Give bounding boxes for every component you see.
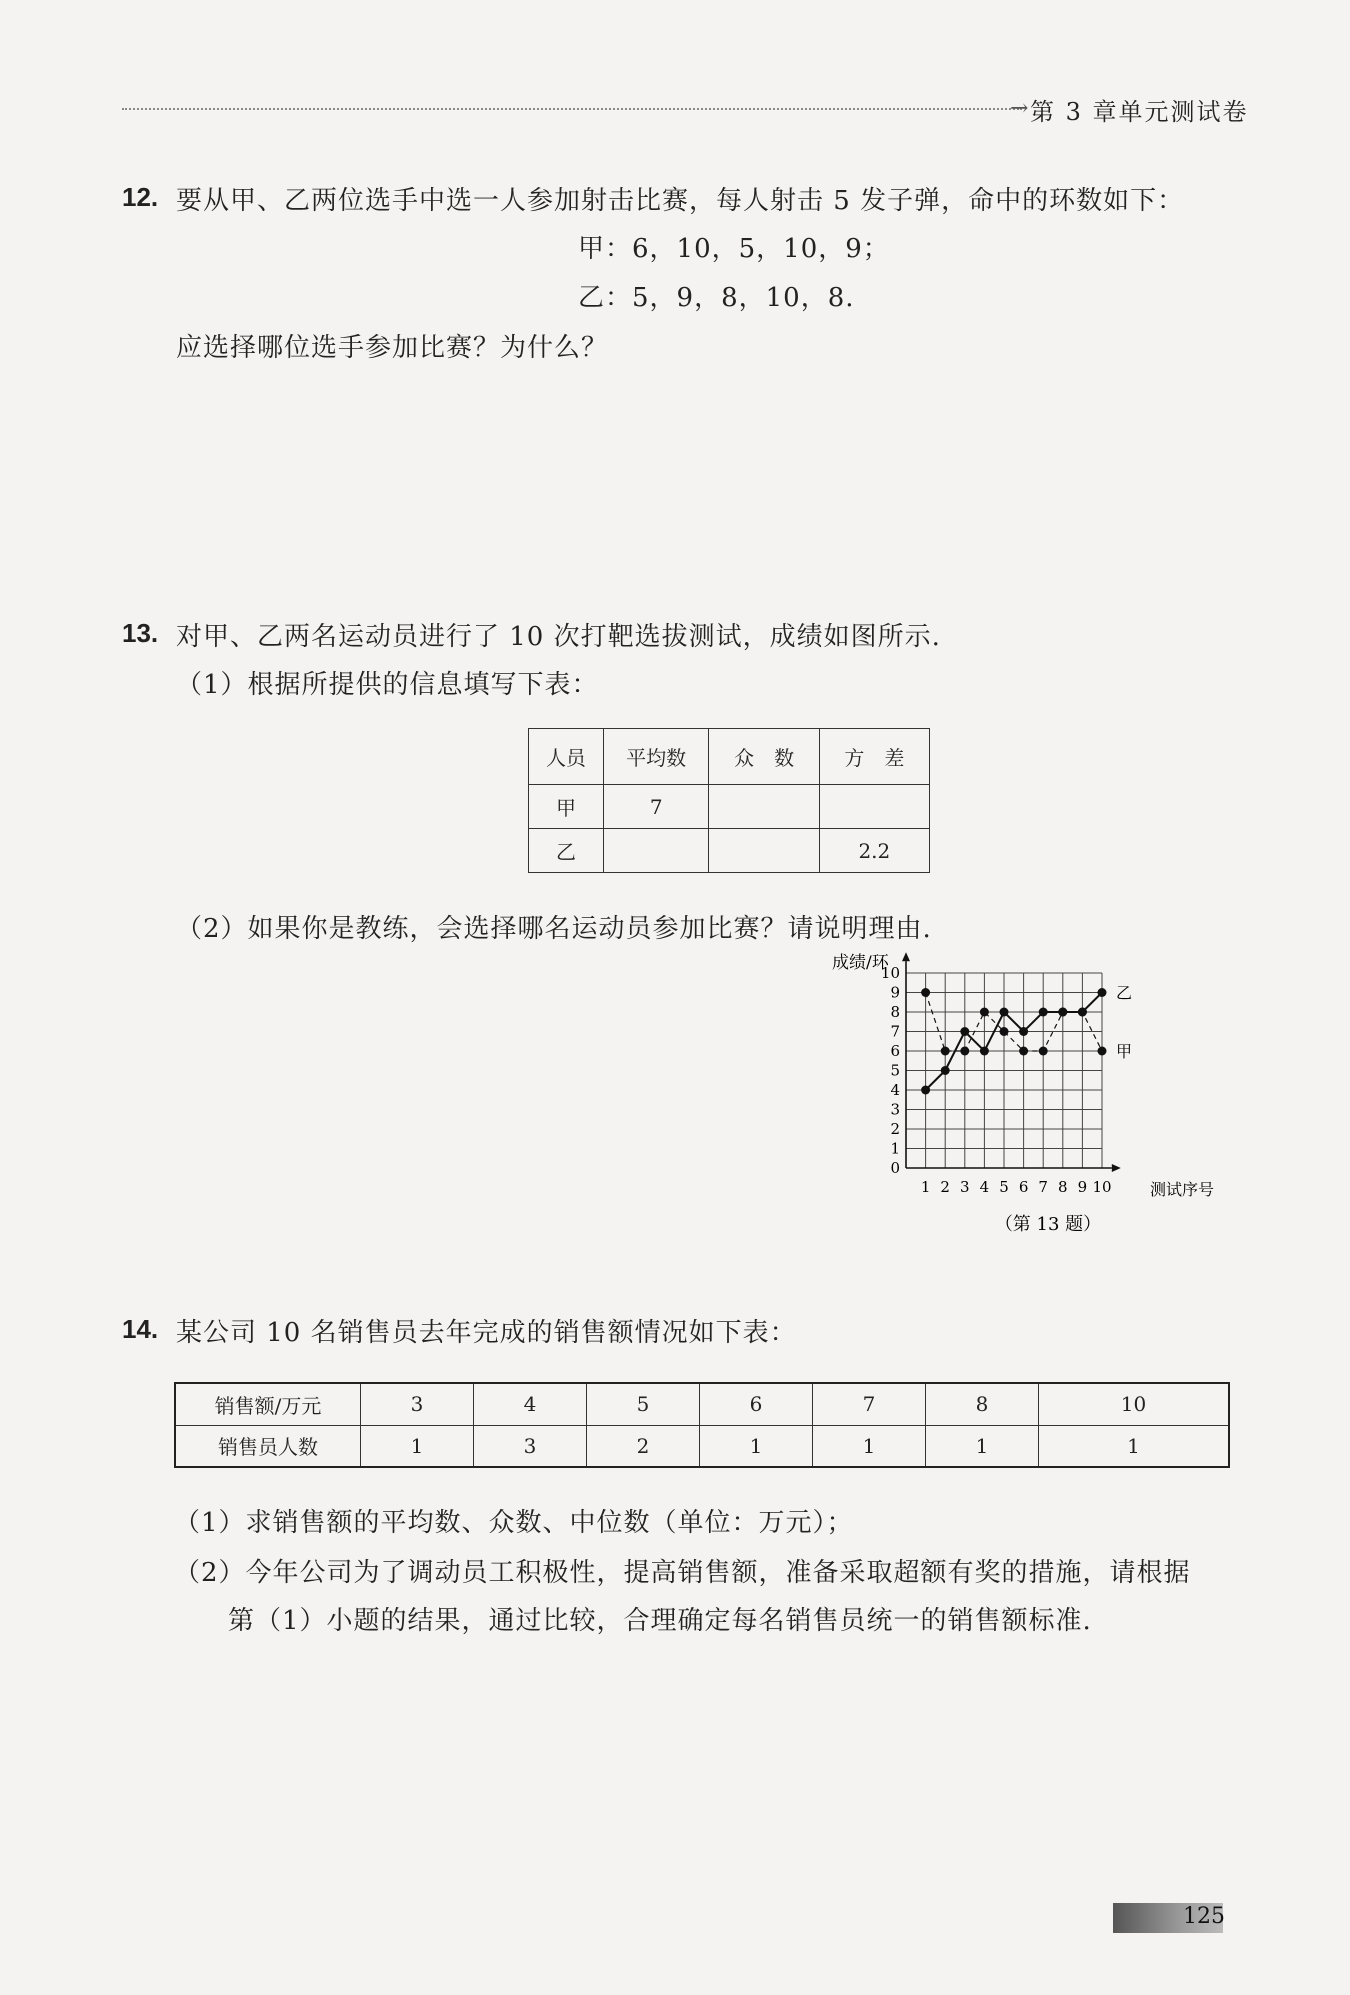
q13-table-cell: 乙 (529, 829, 604, 873)
chart-y-tick-label: 2 (890, 1120, 900, 1138)
q14-table (174, 1382, 1230, 1468)
q14-table-cell: 2 (587, 1425, 700, 1467)
chart-series-label: 乙 (1116, 983, 1133, 1003)
header-divider (122, 108, 1022, 110)
page-number: 125 (1183, 1904, 1225, 1929)
chart-data-point (1039, 1008, 1048, 1017)
q14-table-row (175, 1383, 1229, 1425)
q13-table-cell: 2.2 (819, 829, 929, 873)
q14-part2-line2: 第（1）小题的结果，通过比较，合理确定每名销售员统一的销售额标准. (228, 1606, 1092, 1636)
q12-number: 12. (122, 182, 159, 212)
q14-table-row (175, 1425, 1229, 1467)
chart-data-point (1019, 1047, 1028, 1056)
chart-data-point (980, 1008, 989, 1017)
chart-data-point (1058, 1008, 1067, 1017)
chart-data-point (1098, 988, 1107, 997)
chart-data-point (1039, 1047, 1048, 1056)
q14-number: 14. (122, 1314, 159, 1344)
chart-x-tick-label: 1 (920, 1178, 931, 1196)
q12-line-a: 甲：6，10，5，10，9； (578, 234, 890, 264)
q13-table-cell (709, 829, 819, 873)
chart-x-tick-label: 2 (940, 1178, 950, 1196)
q13-table (528, 728, 930, 873)
q13-table-cell: 甲 (529, 785, 604, 829)
chart-y-tick-label: 9 (890, 983, 900, 1002)
q14-table-cell: 6 (700, 1383, 813, 1425)
chart-y-tick-label: 1 (890, 1139, 900, 1158)
q13-text: 对甲、乙两名运动员进行了 10 次打靶选拔测试，成绩如图所示. (176, 622, 941, 652)
q14-text: 某公司 10 名销售员去年完成的销售额情况如下表： (176, 1318, 797, 1348)
chart-y-arrow (902, 952, 910, 961)
q13-line-chart (820, 950, 1240, 1240)
chart-data-point (1019, 1027, 1028, 1036)
q14-table-cell: 10 (1039, 1383, 1230, 1425)
chart-y-tick-label: 7 (890, 1022, 900, 1041)
header-arrow: → (1010, 96, 1029, 121)
q13-number: 13. (122, 618, 159, 648)
q13-table-header-cell: 众 数 (709, 729, 819, 785)
chart-x-tick-label: 5 (999, 1178, 1009, 1196)
q13-table-cell (709, 785, 819, 829)
q14-part1: （1）求销售额的平均数、众数、中位数（单位：万元）； (174, 1508, 854, 1538)
chart-y-tick-label: 6 (890, 1042, 900, 1060)
q13-table-header-cell: 方 差 (819, 729, 929, 785)
chart-data-point (980, 1047, 989, 1056)
q13-part1: （1）根据所提供的信息填写下表： (176, 670, 599, 700)
q13-table-cell: 7 (603, 785, 709, 829)
chart-y-tick-label: 3 (890, 1100, 900, 1119)
q14-table-cell: 1 (1039, 1425, 1230, 1467)
q13-part2: （2）如果你是教练，会选择哪名运动员参加比赛？请说明理由. (176, 914, 932, 944)
q14-table-cell: 3 (474, 1425, 587, 1467)
chart-data-point (1078, 1008, 1087, 1017)
chart-x-tick-label: 6 (1018, 1178, 1029, 1196)
chart-data-point (960, 1047, 969, 1056)
q14-table-cell: 1 (361, 1425, 474, 1467)
chart-y-tick-label: 5 (890, 1061, 900, 1080)
q14-table-cell: 3 (361, 1383, 474, 1425)
chart-data-point (921, 988, 930, 997)
chart-y-tick-label: 4 (890, 1081, 900, 1099)
q14-table-cell: 1 (700, 1425, 813, 1467)
chart-y-tick-label: 10 (880, 964, 900, 982)
chart-y-tick-label: 8 (890, 1003, 900, 1021)
chart-data-point (960, 1027, 969, 1036)
chart-x-tick-label: 3 (960, 1178, 970, 1196)
chart-data-point (941, 1047, 950, 1056)
q14-table-cell: 销售员人数 (175, 1425, 361, 1467)
chapter-title: 第 3 章单元测试卷 (1030, 98, 1249, 126)
chart-data-point (1000, 1027, 1009, 1036)
q13-table-header-cell: 平均数 (603, 729, 709, 785)
q12-line-b: 乙：5，9，8，10，8. (578, 283, 855, 313)
chart-data-point (1098, 1047, 1107, 1056)
chart-x-arrow (1112, 1164, 1121, 1172)
q13-table-cell (819, 785, 929, 829)
q14-table-cell: 4 (474, 1383, 587, 1425)
chart-caption: （第 13 题） (994, 1214, 1102, 1235)
q14-table-cell: 1 (926, 1425, 1039, 1467)
chart-y-tick-label: 0 (890, 1159, 900, 1177)
chart-data-point (921, 1086, 930, 1095)
chart-data-point (1000, 1008, 1009, 1017)
chart-data-point (941, 1066, 950, 1075)
q14-table-cell: 8 (926, 1383, 1039, 1425)
chart-series-label: 甲 (1116, 1042, 1133, 1061)
q12-question: 应选择哪位选手参加比赛？为什么？ (176, 333, 609, 363)
chart-xlabel: 测试序号 (1150, 1180, 1215, 1199)
chart-x-tick-label: 4 (979, 1178, 990, 1196)
q13-table-header-cell: 人员 (529, 729, 604, 785)
chart-x-tick-label: 10 (1092, 1178, 1112, 1196)
chart-x-tick-label: 9 (1077, 1178, 1088, 1196)
q13-table-row (529, 829, 930, 873)
q14-table-cell: 1 (813, 1425, 926, 1467)
chart-x-tick-label: 8 (1058, 1178, 1068, 1196)
q14-part2-line1: （2）今年公司为了调动员工积极性，提高销售额，准备采取超额有奖的措施，请根据 (174, 1558, 1191, 1588)
q12-text: 要从甲、乙两位选手中选一人参加射击比赛，每人射击 5 发子弹，命中的环数如下： (176, 186, 1185, 216)
q14-table-cell: 7 (813, 1383, 926, 1425)
q14-table-cell: 销售额/万元 (175, 1383, 361, 1425)
q13-table-cell (603, 829, 709, 873)
q13-table-row (529, 785, 930, 829)
q14-table-cell: 5 (587, 1383, 700, 1425)
chart-ylabel: 成绩/环 (832, 953, 889, 973)
q13-table-header-row (529, 729, 930, 785)
chart-x-tick-label: 7 (1038, 1178, 1048, 1196)
